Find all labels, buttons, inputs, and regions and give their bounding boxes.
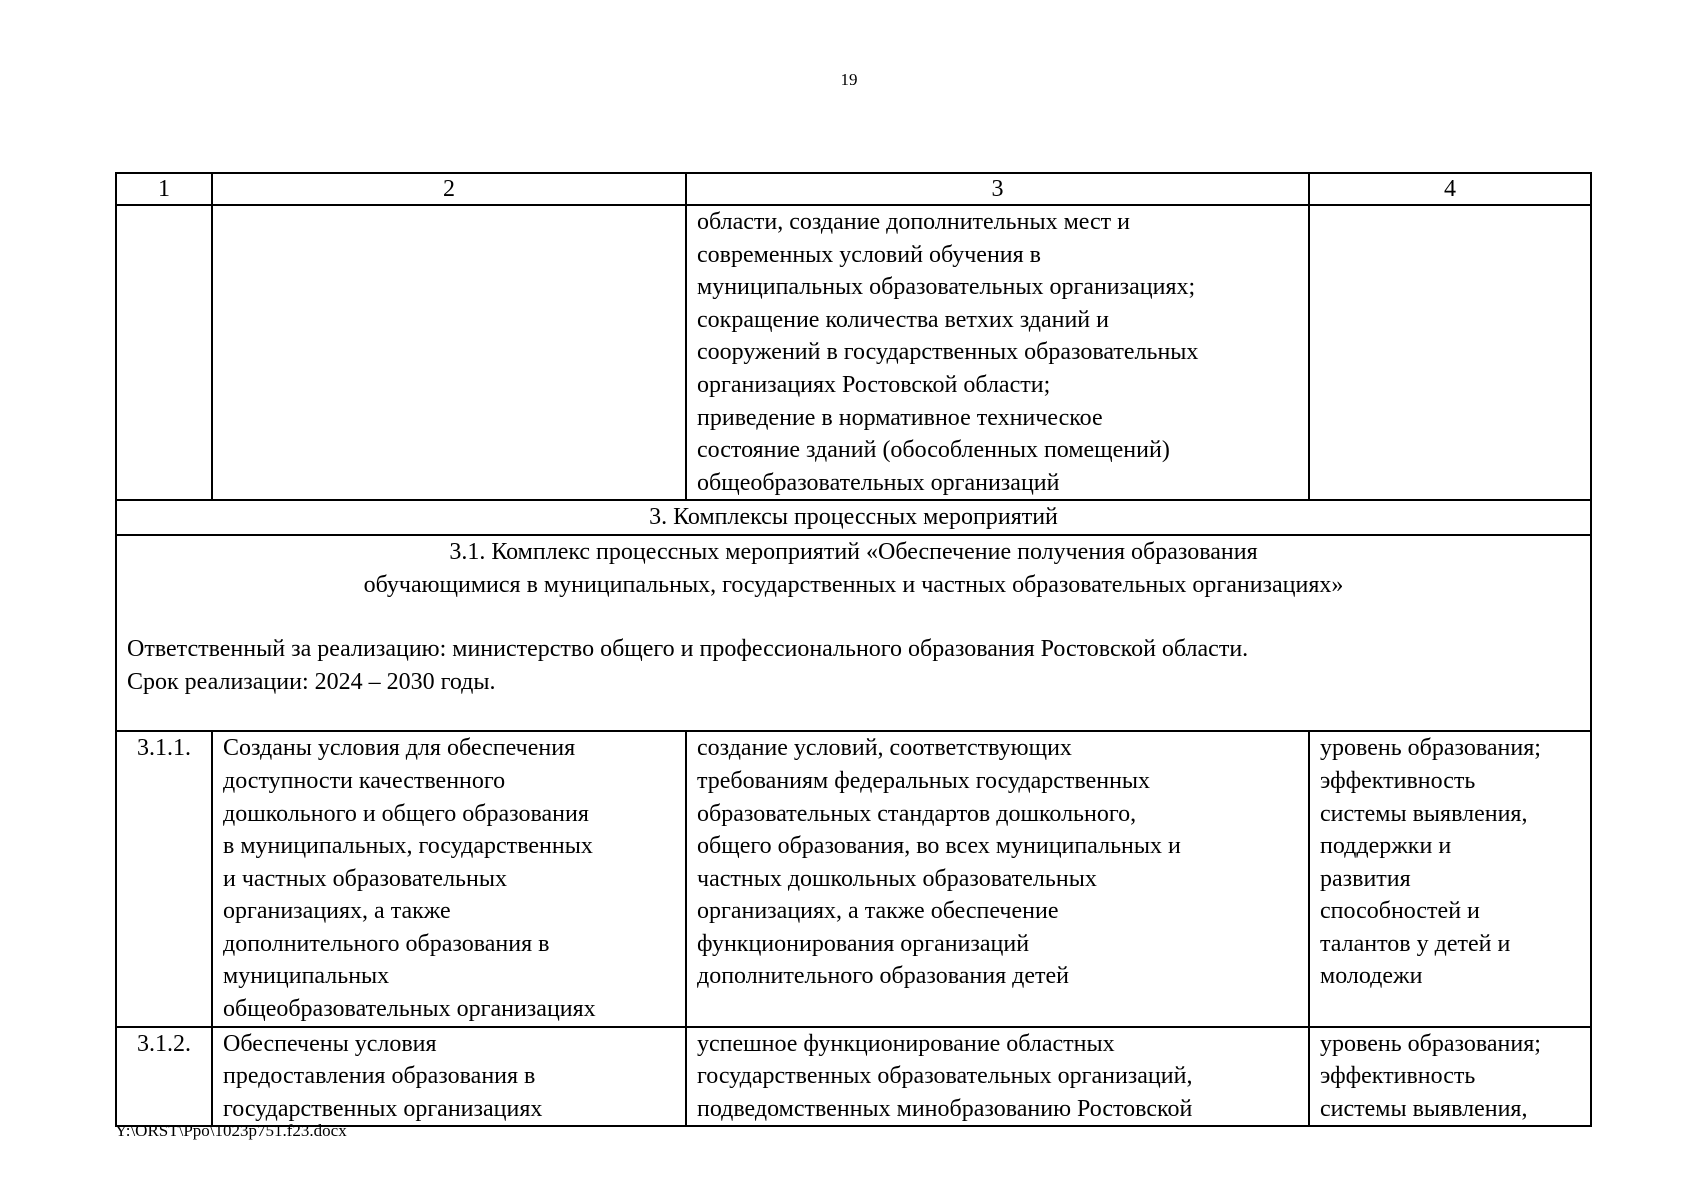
spacer xyxy=(127,698,1580,730)
responsible-text: Ответственный за реализацию: министерство общего и профессионального образования Ростовской области. xyxy=(127,636,1249,663)
effect-cell: успешное функционирование областных государственных образовательных организаций, подведомственных минобразованию Ростовской xyxy=(686,1027,1309,1127)
file-path-footer: Y:\ORST\Ppo\1023p751.f23.docx xyxy=(115,1121,347,1140)
table-header-row xyxy=(116,173,1591,205)
table-row xyxy=(116,731,1591,1026)
column-header: 3 xyxy=(686,173,1309,205)
column-header: 1 xyxy=(116,173,212,205)
effect-cell: создание условий, соответствующих требованиям федеральных государственных образовательных стандартов дошкольного, общего образования, во всех муниципальных и частных дошкольных образовательных организациях, а также обеспечение функционирования организаций дополнительного образования детей xyxy=(686,731,1309,1026)
measures-table xyxy=(115,172,1592,1127)
row-number: 3.1.2. xyxy=(116,1027,212,1127)
indicator-cell: уровень образования; эффективность системы выявления, xyxy=(1309,1027,1591,1127)
spacer xyxy=(127,601,1580,633)
table-cell xyxy=(1309,205,1591,500)
indicator-cell: уровень образования; эффективность системы выявления, поддержки и развития способностей и талантов у детей и молодежи xyxy=(1309,731,1591,1026)
column-header: 4 xyxy=(1309,173,1591,205)
column-header: 2 xyxy=(212,173,686,205)
section-title: 3. Комплексы процессных мероприятий xyxy=(116,500,1591,535)
subsection-row xyxy=(116,535,1591,731)
page-number: 19 xyxy=(840,70,858,89)
subsection-title-line1: 3.1. Комплекс процессных мероприятий «Обеспечение получения образования xyxy=(449,538,1258,565)
table-cell xyxy=(116,205,212,500)
subsection-cell xyxy=(116,535,1591,731)
subsection-title-line2: обучающимися в муниципальных, государственных и частных образовательных организациях» xyxy=(363,571,1344,598)
continuation-row xyxy=(116,205,1591,500)
row-number: 3.1.1. xyxy=(116,731,212,1026)
table-row xyxy=(116,1027,1591,1127)
table-cell: области, создание дополнительных мест и современных условий обучения в муниципальных образовательных организациях; сокращение количества ветхих зданий и сооружений в государственных образовательных организациях Ростовской области; приведение в нормативное техническое состояние зданий (обособленных помещений) общеобразовательных организаций xyxy=(686,205,1309,500)
task-cell: Обеспечены условия предоставления образования в государственных организациях xyxy=(212,1027,686,1127)
section-row xyxy=(116,500,1591,535)
term-text: Срок реализации: 2024 – 2030 годы. xyxy=(127,668,496,695)
task-cell: Созданы условия для обеспечения доступности качественного дошкольного и общего образования в муниципальных, государственных и частных образовательных организациях, а также дополнительного образования в муниципальных общеобразовательных организациях xyxy=(212,731,686,1026)
table-cell xyxy=(212,205,686,500)
